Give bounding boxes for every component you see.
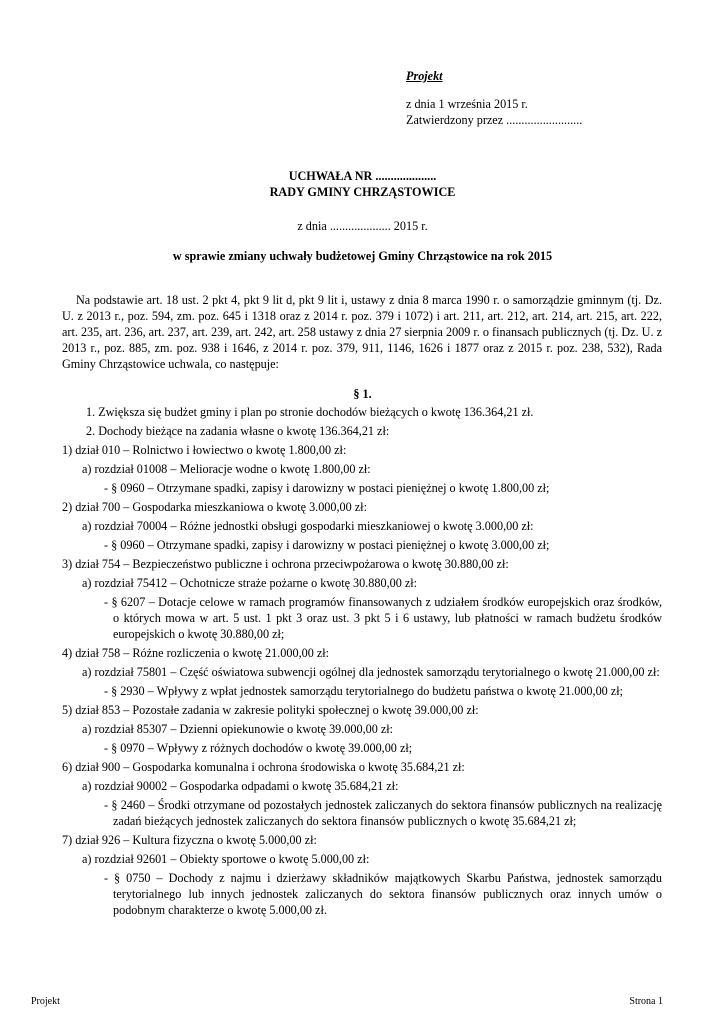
resolution-subject: w sprawie zmiany uchwały budżetowej Gminy Chrząstowice na rok 2015 [172, 249, 553, 263]
budget-paragraph: - § 2930 – Wpływy z wpłat jednostek samorządu terytorialnego do budżetu państwa o kwotę 21.000,00 zł; [104, 684, 623, 698]
draft-meta [406, 96, 582, 128]
resolution-date: z dnia .................... 2015 r. [297, 219, 428, 233]
footer-page-number: Strona 1 [629, 996, 663, 1007]
projekt-label: Projekt [406, 69, 443, 83]
resolution-title [0, 168, 725, 200]
budget-paragraph: - § 0960 – Otrzymane spadki, zapisy i darowizny w postaci pieniężnej o kwotę 3.000,00 zł; [104, 538, 550, 552]
resolution-number: UCHWAŁA NR .................... [288, 169, 437, 183]
budget-paragraph: - § 2460 – Środki otrzymane od pozostałych jednostek zaliczanych do sektora finansów publicznych na realizację zadań bieżących jednostek zaliczanych do sektora finansów publicznych o kwotę 35.684,21 zł; [104, 798, 662, 828]
budget-chapter: a) rozdział 92601 – Obiekty sportowe o kwotę 5.000,00 zł: [82, 852, 370, 866]
budget-chapter: a) rozdział 01008 – Melioracje wodne o kwotę 1.800,00 zł: [82, 462, 371, 476]
budget-division: 6) dział 900 – Gospodarka komunalna i ochrona środowiska o kwotę 35.684,21 zł: [62, 760, 465, 774]
preamble: Na podstawie art. 18 ust. 2 pkt 4, pkt 9 lit d, pkt 9 lit i, ustawy z dnia 8 marca 1990 r. o samorządzie gminnym (tj. Dz. U. z 2013 r., poz. 594, zm. poz. 645 i 1318 oraz z 2014 r. poz. 379 i 1072) i art. 211, art. 212, art. 214, art. 215, art. 222, art. 235, art. 236, art. 237, art. 239, art. 242, art. 258 ustawy z dnia 27 sierpnia 2009 r. o finansach publicznych (tj. Dz. U. z 2013 r., poz. 885, zm. poz. 938 i 1646, z 2014 r. poz. 379, 911, 1146, 1626 i 1877 oraz z 2015 r. poz. 238, 532), Rada Gminy Chrząstowice uchwala, co następuje: [62, 293, 662, 371]
budget-chapter: a) rozdział 75412 – Ochotnicze straże pożarne o kwotę 30.880,00 zł: [82, 576, 418, 590]
draft-date: z dnia 1 września 2015 r. [406, 97, 528, 111]
budget-division: 4) dział 758 – Różne rozliczenia o kwotę 21.000,00 zł: [62, 646, 330, 660]
budget-chapter: a) rozdział 70004 – Różne jednostki obsługi gospodarki mieszkaniowej o kwotę 3.000,00 zł: [82, 519, 534, 533]
budget-division: 7) dział 926 – Kultura fizyczna o kwotę 5.000,00 zł: [62, 833, 317, 847]
budget-point: 2. Dochody bieżące na zadania własne o kwotę 136.364,21 zł: [86, 424, 390, 438]
budget-division: 3) dział 754 – Bezpieczeństwo publiczne i ochrona przeciwpożarowa o kwotę 30.880,00 zł: [62, 557, 509, 571]
budget-paragraph: - § 0960 – Otrzymane spadki, zapisy i darowizny w postaci pieniężnej o kwotę 1.800,00 zł; [104, 481, 550, 495]
section-mark: § 1. [353, 387, 372, 401]
budget-paragraph: - § 6207 – Dotacje celowe w ramach programów finansowanych z udziałem środków europejskich oraz środków, o których mowa w art. 5 ust. 1 pkt 3 oraz ust. 3 pkt 5 i 6 ustawy, lub płatności w ramach budżetu środków europejskich o kwotę 30.880,00 zł; [104, 595, 662, 641]
budget-division: 1) dział 010 – Rolnictwo i łowiectwo o kwotę 1.800,00 zł: [62, 443, 347, 457]
budget-division: 2) dział 700 – Gospodarka mieszkaniowa o kwotę 3.000,00 zł: [62, 500, 367, 514]
resolution-body [0, 404, 725, 921]
budget-chapter: a) rozdział 90002 – Gospodarka odpadami o kwotę 35.684,21 zł: [82, 779, 399, 793]
approved-by: Zatwierdzony przez ......................... [406, 113, 583, 127]
budget-paragraph: - § 0970 – Wpływy z różnych dochodów o kwotę 39.000,00 zł; [104, 741, 413, 755]
council-name: RADY GMINY CHRZĄSTOWICE [269, 185, 456, 199]
budget-point: 1. Zwiększa się budżet gminy i plan po stronie dochodów bieżących o kwotę 136.364,21 zł. [86, 405, 534, 419]
budget-paragraph: - § 0750 – Dochody z najmu i dzierżawy składników majątkowych Skarbu Państwa, jednostek samorządu terytorialnego lub innych jednostek zaliczanych do sektora finansów publicznych oraz innych umów o podobnym charakterze o kwotę 5.000,00 zł. [104, 871, 662, 917]
budget-chapter: a) rozdział 75801 – Część oświatowa subwencji ogólnej dla jednostek samorządu terytorialnego o kwotę 21.000,00 zł: [82, 665, 660, 679]
footer-projekt: Projekt [31, 996, 60, 1007]
budget-chapter: a) rozdział 85307 – Dzienni opiekunowie o kwotę 39.000,00 zł: [82, 722, 394, 736]
budget-division: 5) dział 853 – Pozostałe zadania w zakresie polityki społecznej o kwotę 39.000,00 zł: [62, 703, 479, 717]
